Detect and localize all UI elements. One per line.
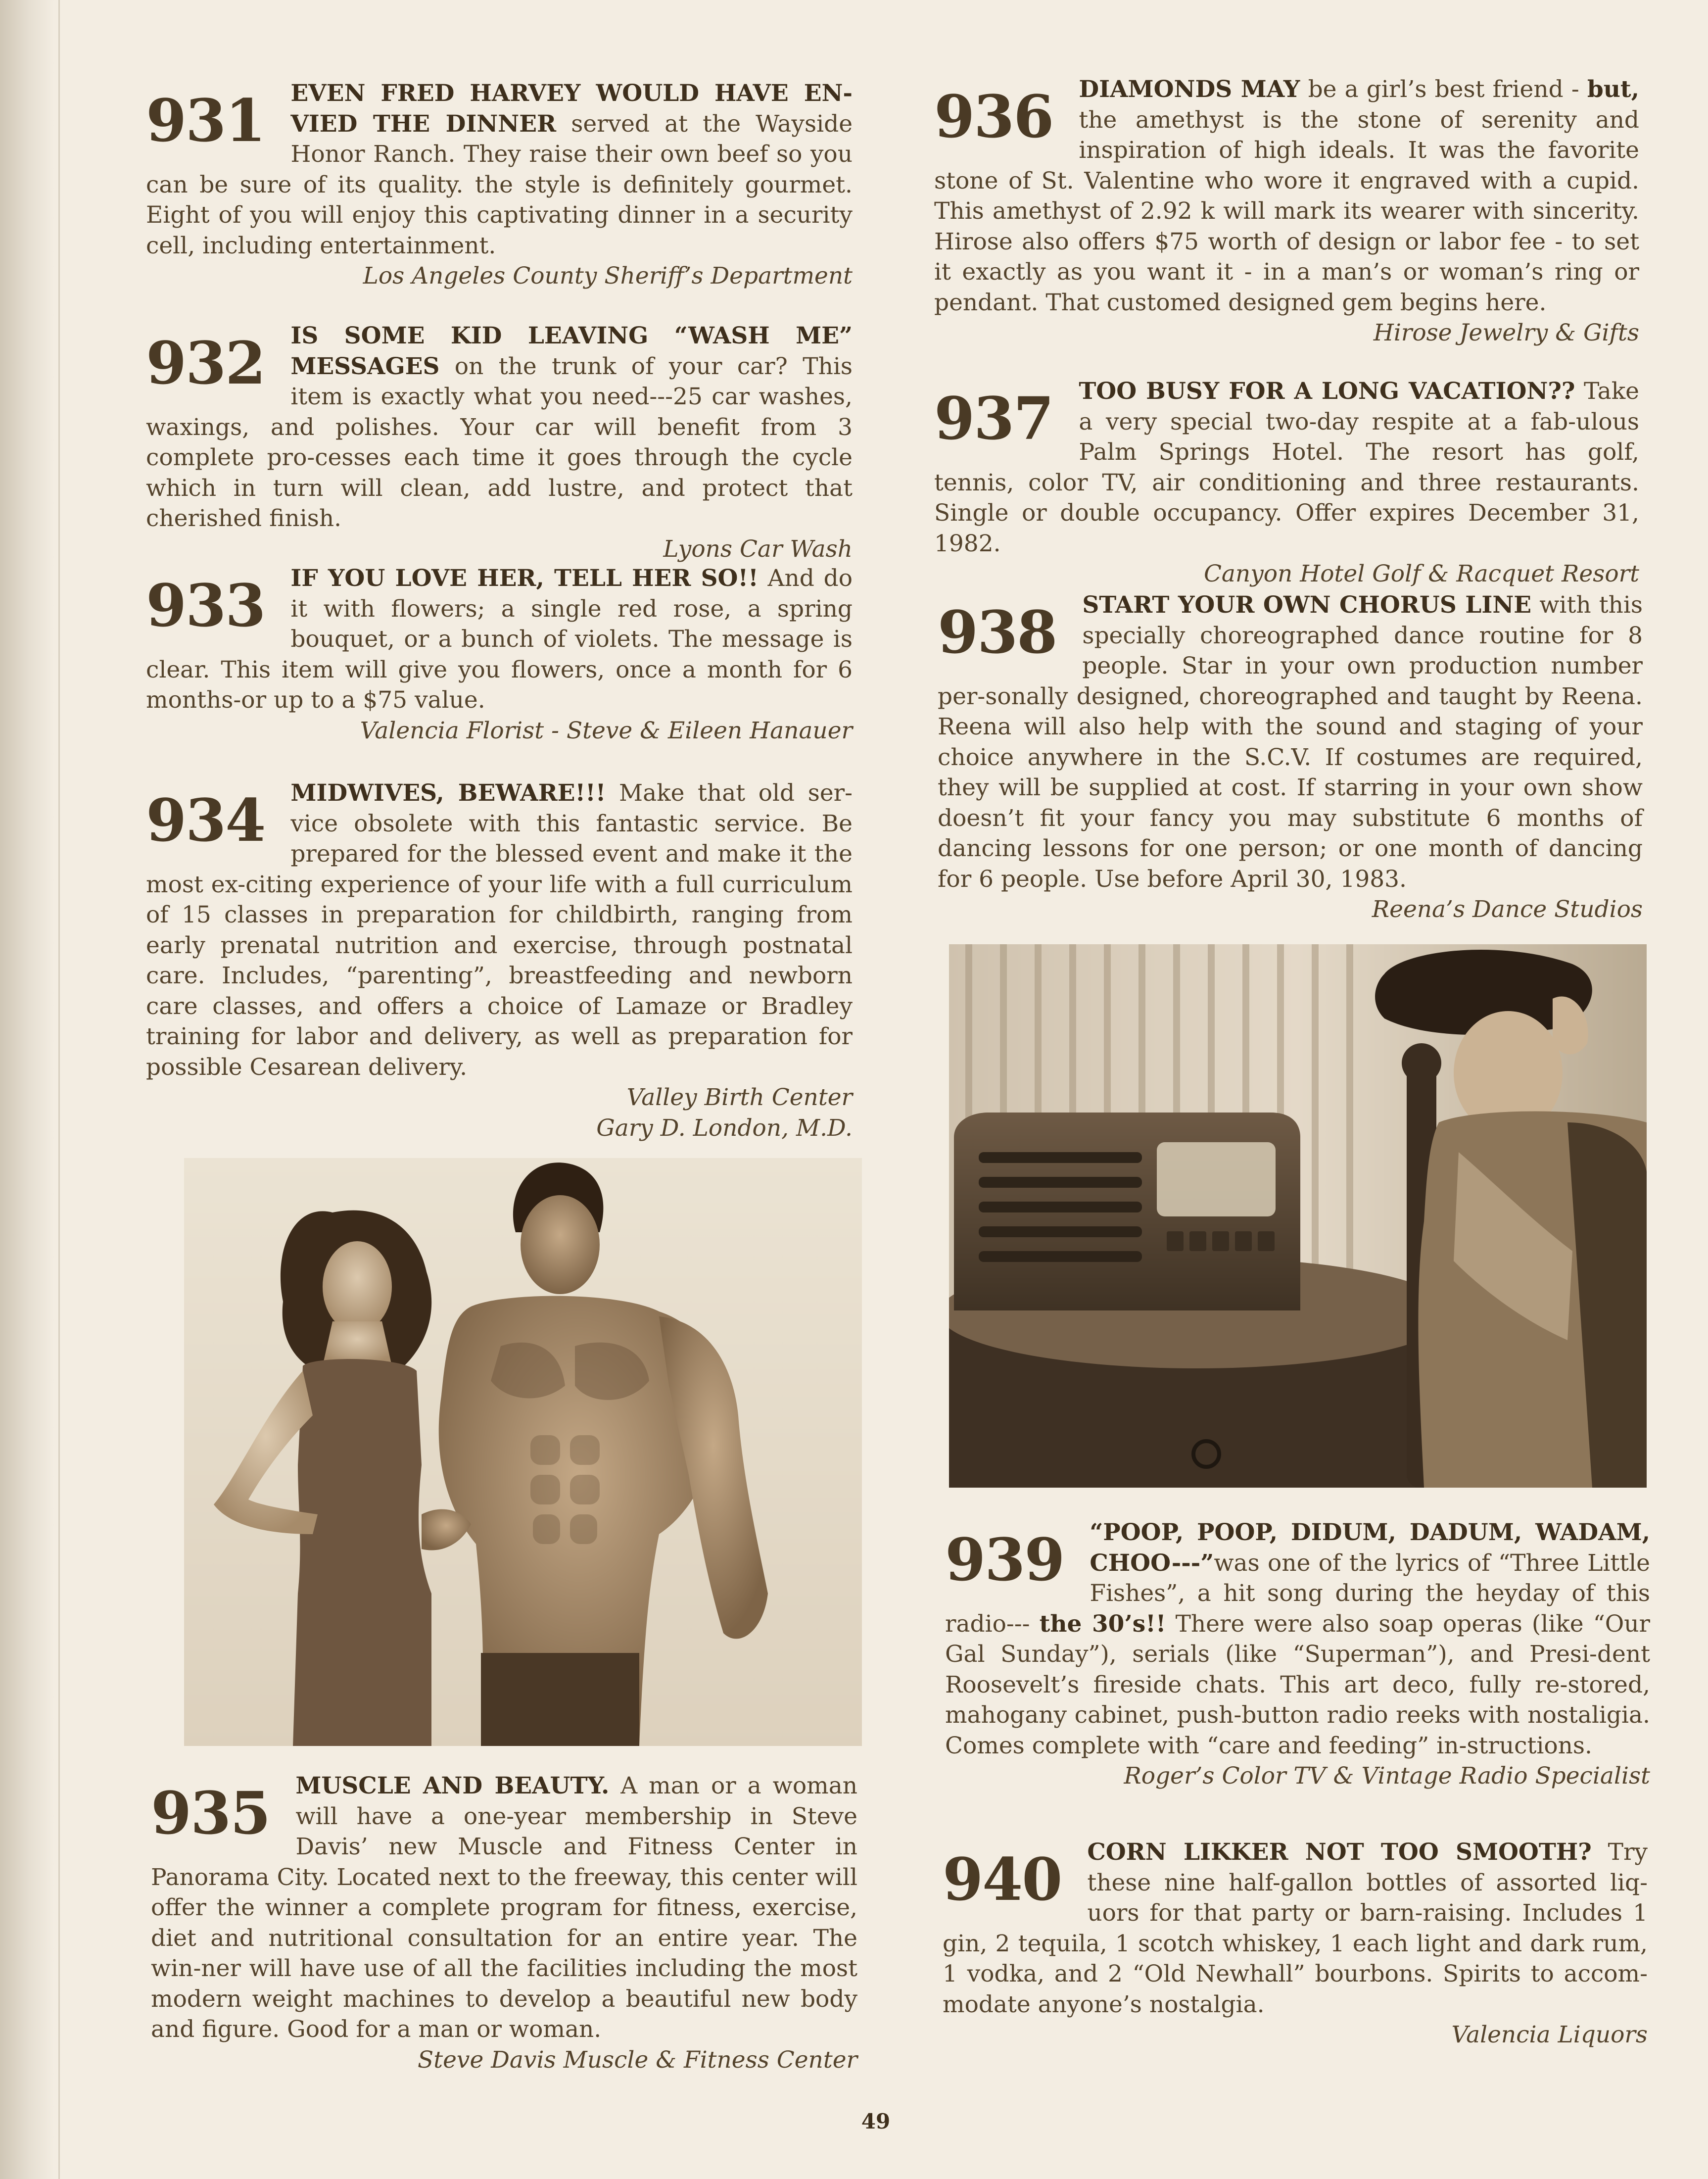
item-body-continued: There were also soap operas (like “Our Gal Sunday”), serials (like “Superman”), and Presi-dent Roosevelt’s fireside chats. This art deco, fully re-stored, mahogany cabinet, push-button radio reeks with nostaligia. Comes complete with “care and feeding” in-structions. [945,1610,1650,1759]
item-donor: Reena’s Dance Studios [1372,896,1643,923]
item-headline: START YOUR OWN CHORUS LINE [1082,591,1532,619]
item-937 [934,376,1639,589]
item-935 [151,1771,857,2075]
item-932 [146,321,853,564]
page-number: 49 [861,2109,891,2133]
vintage-radio-photo-illustration [949,944,1647,1488]
item-body-continued: the amethyst is the stone of serenity and inspiration of high ideals. It was the favorite stone of St. Valentine who wore it engraved with a cupid. This amethyst of 2.92 k will mark its wearer with sincerity. Hirose also offers $75 worth of design or labor fee - to set it exactly as you want it - in a man’s or woman’s ring or pendant. That customed designed gem begins here. [934,106,1639,316]
item-headline: “POOP, POOP, DIDUM, DADUM, WADAM, CHOO---” [1090,1519,1650,1577]
item-939 [945,1517,1650,1792]
item-body: was one of the lyrics of “Three Little Fishes”, a hit song during the heyday of this radio--- [945,1549,1650,1638]
item-headline: EVEN FRED HARVEY WOULD HAVE EN-VIED THE DINNER [290,80,853,138]
item-body: served at the Wayside Honor Ranch. They raise their own beef so you can be sure of its quality. the style is definitely gourmet. Eight of you will enjoy this captivating dinner in a security cell, including entertainment. [146,110,853,259]
item-body: And do it with flowers; a single red rose, a spring bouquet, or a bunch of violets. The message is clear. This item will give you flowers, once a month for 6 months-or up to a $75 value. [146,565,853,714]
item-donor: Canyon Hotel Golf & Racquet Resort [1203,560,1639,587]
item-934 [146,778,853,1143]
photo-muscle-and-beauty [184,1158,862,1746]
item-938 [938,590,1643,925]
item-body: Take a very special two-day respite at a fab-ulous Palm Springs Hotel. The resort has golf, tennis, color TV, air conditioning and three restaurants. Single or double occupancy. Offer expires December 31, 1982. [934,378,1639,557]
item-number: 937 [934,384,1053,453]
item-body: with this specially choreographed dance routine for 8 people. Star in your own production number per-sonally designed, choreographed and taught by Reena. Reena will also help with the sound and staging of your choice anywhere in the S.C.V. If costumes are required, they will be supplied at cost. If starring in your own show doesn’t fit your fancy you may substitute 6 months of dancing lessons for one person; or one month of dancing for 6 people. Use before April 30, 1983. [938,591,1643,893]
item-number: 935 [151,1779,270,1847]
item-940 [943,1837,1648,2050]
item-936 [934,74,1639,348]
item-body: on the trunk of your car? This item is exactly what you need---25 car washes, waxings, and polishes. Your car will benefit from 3 complete pro-cesses each time it goes through the cycle which in turn will clean, add lustre, and protect that cherished finish. [146,352,853,532]
item-number: 931 [146,86,265,155]
item-number: 938 [938,598,1057,667]
book-spine-shadow [0,0,54,2179]
item-body: A man or a woman will have a one-year membership in Steve Davis’ new Muscle and Fitness Center in Panorama City. Located next to the freeway, this center will offer the winner a complete program for fitness, exercise, diet and nutritional consultation for an entire year. The win-ner will have use of all the facilities including the most modern weight machines to develop a beautiful new body and figure. Good for a man or woman. [151,1772,857,2043]
item-number: 940 [943,1845,1062,1914]
item-headline: IF YOU LOVE HER, TELL HER SO!! [290,565,759,592]
item-headline: TOO BUSY FOR A LONG VACATION?? [1079,378,1575,405]
photo-vintage-radio [949,944,1647,1488]
item-number: 939 [945,1525,1064,1594]
item-body-emphasis: the 30’s!! [1039,1610,1166,1638]
item-donor: Valencia Florist - Steve & Eileen Hanauer [360,717,853,744]
bodybuilders-photo-illustration [184,1158,862,1746]
gutter-line [58,0,60,2179]
item-donor: Los Angeles County Sheriff’s Department [363,262,853,290]
item-donor: Hirose Jewelry & Gifts [1373,319,1639,346]
item-body-emphasis: but, [1587,76,1639,103]
item-body: Make that old ser-vice obsolete with this fantastic service. Be prepared for the blessed event and make it the most ex-citing experience of your life with a full curriculum of 15 classes in preparation for childbirth, ranging from early prenatal nutrition and exercise, through postnatal care. Includes, “parenting”, breastfeeding and newborn care classes, and offers a choice of Lamaze or Bradley training for labor and delivery, as well as preparation for possible Cesarean delivery. [146,779,853,1081]
item-933 [146,563,853,746]
item-donor: Lyons Car Wash [663,535,853,563]
item-number: 933 [146,571,265,640]
item-donor: Valley Birth Center [626,1084,853,1111]
item-body: be a girl’s best friend - [1300,76,1587,103]
item-headline: DIAMONDS MAY [1079,76,1300,103]
item-headline: CORN LIKKER NOT TOO SMOOTH? [1087,1839,1592,1866]
item-931 [146,78,853,291]
item-headline: MIDWIVES, BEWARE!!! [290,779,606,807]
item-donor: Valencia Liquors [1451,2021,1648,2048]
item-number: 934 [146,786,265,855]
item-donor: Roger’s Color TV & Vintage Radio Specialist [1124,1762,1650,1790]
item-number: 936 [934,82,1053,151]
item-body: Try these nine half-gallon bottles of assorted liq-uors for that party or barn-raising. Includes 1 gin, 2 tequila, 1 scotch whiskey, 1 each light and dark rum, 1 vodka, and 2 “Old Newhall” bourbons. Spirits to accom-modate anyone’s nostalgia. [943,1839,1648,2018]
item-number: 932 [146,329,265,397]
item-donor-secondary: Gary D. London, M.D. [596,1114,853,1142]
item-donor: Steve Davis Muscle & Fitness Center [418,2046,857,2074]
item-headline: IS SOME KID LEAVING “WASH ME” MESSAGES [290,322,853,380]
item-headline: MUSCLE AND BEAUTY. [295,1772,610,1799]
